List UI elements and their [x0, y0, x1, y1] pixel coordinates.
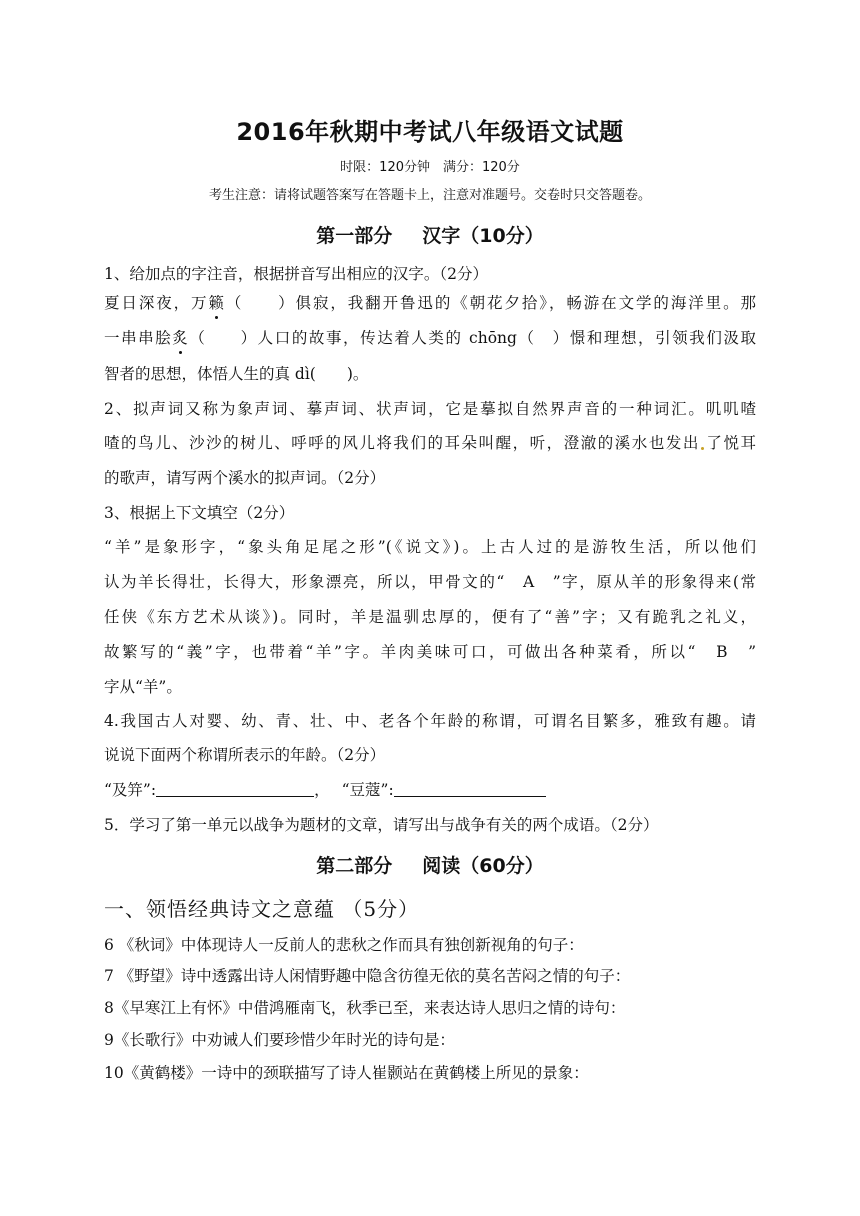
- q9: 9《长歌行》中劝诫人们要珍惜少年时光的诗句是：: [104, 1031, 455, 1049]
- q4-term-jiji: “及笄”:: [104, 781, 157, 799]
- q1-line2-start: 一串串脍: [104, 329, 173, 347]
- dotted-char-lai: 籁: [208, 294, 224, 312]
- part1-heading: [0, 221, 860, 248]
- part2-heading-topic: 阅读（60分）: [422, 855, 544, 877]
- q8: 8《早寒江上有怀》中借鸿雁南飞，秋季已至，来表达诗人思归之情的诗句：: [104, 999, 626, 1017]
- q7: 7 《野望》诗中透露出诗人闲情野趣中隐含彷徨无依的莫名苦闷之情的句子：: [104, 967, 631, 985]
- answer-blank-jiji[interactable]: [156, 782, 314, 797]
- part2-heading-part: 第二部分: [316, 855, 393, 877]
- q2-line2: [104, 433, 756, 453]
- exam-info: 时限：120分钟 满分：120分: [340, 160, 520, 175]
- q2-line1: 2、拟声词又称为象声词、摹声词、状声词，它是摹拟自然界声音的一种词汇。叽叽喳: [104, 400, 756, 418]
- q4-line2: 说说下面两个称谓所表示的年龄。（2分）: [104, 746, 386, 764]
- exam-notice: 考生注意：请将试题答案写在答题卡上，注意对准题号。交卷时只交答题卷。: [208, 188, 651, 203]
- part1-heading-part: 第一部分: [316, 225, 393, 247]
- q1-line1: [104, 293, 756, 313]
- q3-line3: 任侠《东方艺术从谈》)。同时，羊是温驯忠厚的，便有了“善”字；又有跪乳之礼义，: [104, 608, 756, 626]
- q3-prompt: 3、根据上下文填空（2分）: [104, 504, 295, 522]
- q4-line1: 4.我国古人对婴、幼、青、壮、中、老各个年龄的称谓，可谓名目繁多，雅致有趣。请: [104, 712, 756, 730]
- q3-line5: 字从“羊”。: [104, 678, 182, 696]
- q10: 10《黄鹤楼》一诗中的颈联描写了诗人崔颢站在黄鹤楼上所见的景象：: [104, 1064, 589, 1082]
- q1-prompt: 1、给加点的字注音，根据拼音写出相应的汉字。（2分）: [104, 265, 488, 283]
- q2-line3: 的歌声，请写两个溪水的拟声词。（2分）: [104, 469, 386, 487]
- answer-blank-doukou[interactable]: [394, 782, 546, 797]
- part1-heading-topic: 汉字（10分）: [422, 225, 544, 247]
- q1-line1-end: （ ）俱寂，我翻开鲁迅的《朝花夕拾》，畅游在文学的海洋里。那: [223, 294, 756, 312]
- q1-line2-end: （ ）人口的故事，传达着人类的 chōng（ ）憬和理想，引领我们汲取: [187, 329, 756, 347]
- q6: 6 《秋词》中体现诗人一反前人的悲秋之作而具有独创新视角的句子：: [104, 936, 584, 954]
- q3-line2: 认为羊长得壮，长得大，形象漂亮，所以，甲骨文的“ A ”字，原从羊的形象得来(常: [104, 573, 756, 591]
- q3-line1: “羊”是象形字，“象头角足尾之形”(《说文》)。上古人过的是游牧生活，所以他们: [104, 538, 756, 556]
- dotted-char-zhi: 炙: [172, 329, 188, 347]
- q5-prompt: 5．学习了第一单元以战争为题材的文章，请写出与战争有关的两个成语。（2分）: [104, 816, 659, 834]
- part2-heading: [0, 851, 860, 878]
- q3-line4: 故繁写的“義”字，也带着“羊”字。羊肉美味可口，可做出各种菜肴，所以“ B ”: [104, 643, 756, 661]
- q2-line2-end: 了悦耳: [704, 434, 756, 452]
- q4-separator: ，: [314, 781, 330, 799]
- q1-line1-start: 夏日深夜，万: [104, 294, 209, 312]
- q4-term-doukou: “豆蔻”:: [341, 781, 394, 799]
- q4-answer-line: [104, 780, 546, 800]
- section-poetry-heading: 一、领悟经典诗文之意蕴 （5分）: [104, 897, 420, 921]
- q2-line2-start: 喳的鸟儿、沙沙的树儿、呼呼的风儿将我们的耳朵叫醒，听，澄澈的溪水也发出: [104, 434, 700, 452]
- q1-line2: [104, 328, 756, 348]
- exam-title: 2016年秋期中考试八年级语文试题: [236, 118, 624, 146]
- q1-line3: 智者的思想，体悟人生的真 dì( )。: [104, 365, 369, 383]
- ink-dot-mark: [701, 447, 704, 450]
